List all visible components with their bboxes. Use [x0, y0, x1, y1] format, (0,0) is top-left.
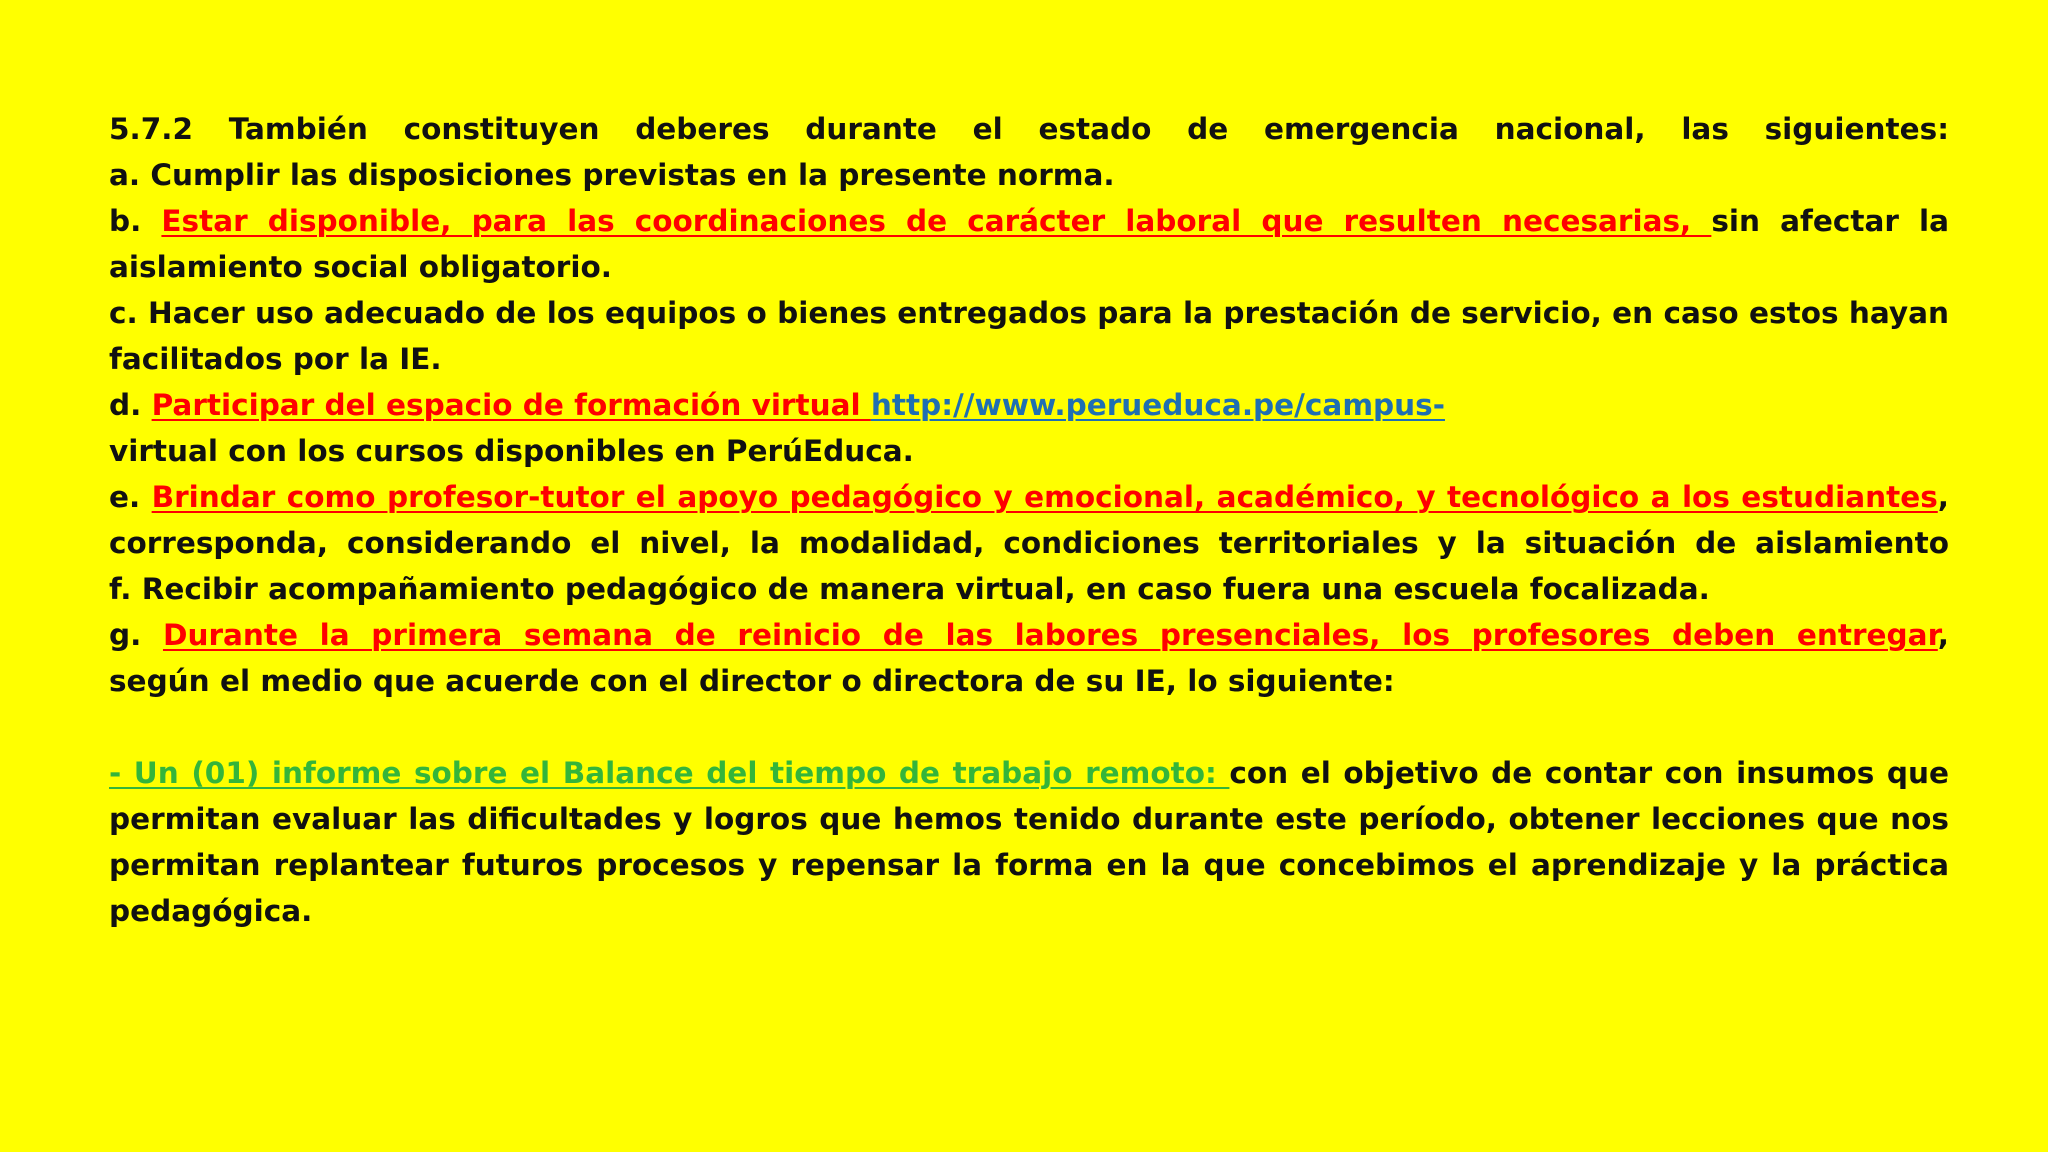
slide-body: [109, 106, 1949, 934]
report-text-3: permitan replantear futuros procesos y repensar la forma en la que concebimos el aprendizaje y la práctica: [109, 848, 1949, 882]
report-text-2: permitan evaluar las dificultades y logros que hemos tenido durante este período, obtener lecciones que nos: [109, 802, 1949, 836]
report-highlight: - Un (01) informe sobre el Balance del tiempo de trabajo remoto:: [109, 756, 1230, 790]
item-f-line: [109, 566, 1949, 612]
item-c-line-1: [109, 290, 1949, 336]
item-e-continuation: corresponda, considerando el nivel, la modalidad, condiciones territoriales y la situación de aislamiento: [109, 526, 1949, 560]
report-line-4: [109, 888, 1949, 934]
heading-text: 5.7.2 También constituyen deberes durante el estado de emergencia nacional, las siguientes:: [109, 112, 1949, 146]
heading-line: [109, 106, 1949, 152]
item-b-continuation: aislamiento social obligatorio.: [109, 250, 612, 284]
item-e-rest: ,: [1937, 480, 1949, 514]
spacer: [109, 704, 1949, 750]
item-a-line: [109, 152, 1949, 198]
item-c-text: c. Hacer uso adecuado de los equipos o bienes entregados para la prestación de servicio, en caso estos hayan: [109, 296, 1949, 330]
item-g-line-1: [109, 612, 1949, 658]
item-g-continuation: según el medio que acuerde con el director o directora de su IE, lo siguiente:: [109, 664, 1395, 698]
item-g-highlight: Durante la primera semana de reinicio de las labores presenciales, los profesores deben entregar: [162, 618, 1938, 652]
report-rest: con el objetivo de contar con insumos que: [1229, 756, 1949, 790]
item-f-text: f. Recibir acompañamiento pedagógico de manera virtual, en caso fuera una escuela focalizada.: [109, 572, 1710, 606]
item-c-continuation: facilitados por la IE.: [109, 342, 442, 376]
item-d-continuation: virtual con los cursos disponibles en PerúEduca.: [109, 434, 914, 468]
item-g-rest: ,: [1937, 618, 1949, 652]
report-line-1: [109, 750, 1949, 796]
item-c-line-2: [109, 336, 1949, 382]
report-line-2: [109, 796, 1949, 842]
item-b-highlight: Estar disponible, para las coordinaciones de carácter laboral que resulten necesarias,: [161, 204, 1712, 238]
item-b-rest: sin afectar la: [1711, 204, 1949, 238]
item-b-line-2: [109, 244, 1949, 290]
report-text-4: pedagógica.: [109, 894, 313, 928]
item-g-prefix: g.: [109, 618, 163, 652]
item-b-line-1: [109, 198, 1949, 244]
item-d-line-2: [109, 428, 1949, 474]
report-line-3: [109, 842, 1949, 888]
item-d-highlight: Participar del espacio de formación virtual: [151, 388, 871, 422]
item-e-highlight: Brindar como profesor-tutor el apoyo pedagógico y emocional, académico, y tecnológico a los estudiantes: [151, 480, 1938, 514]
item-a-text: a. Cumplir las disposiciones previstas en la presente norma.: [109, 158, 1115, 192]
campus-link[interactable]: http://www.perueduca.pe/campus-: [870, 388, 1445, 422]
item-e-line-1: [109, 474, 1949, 520]
item-b-prefix: b.: [109, 204, 162, 238]
item-e-prefix: e.: [109, 480, 152, 514]
item-d-prefix: d.: [109, 388, 152, 422]
item-g-line-2: [109, 658, 1949, 704]
item-d-line-1: [109, 382, 1949, 428]
item-e-line-2: [109, 520, 1949, 566]
